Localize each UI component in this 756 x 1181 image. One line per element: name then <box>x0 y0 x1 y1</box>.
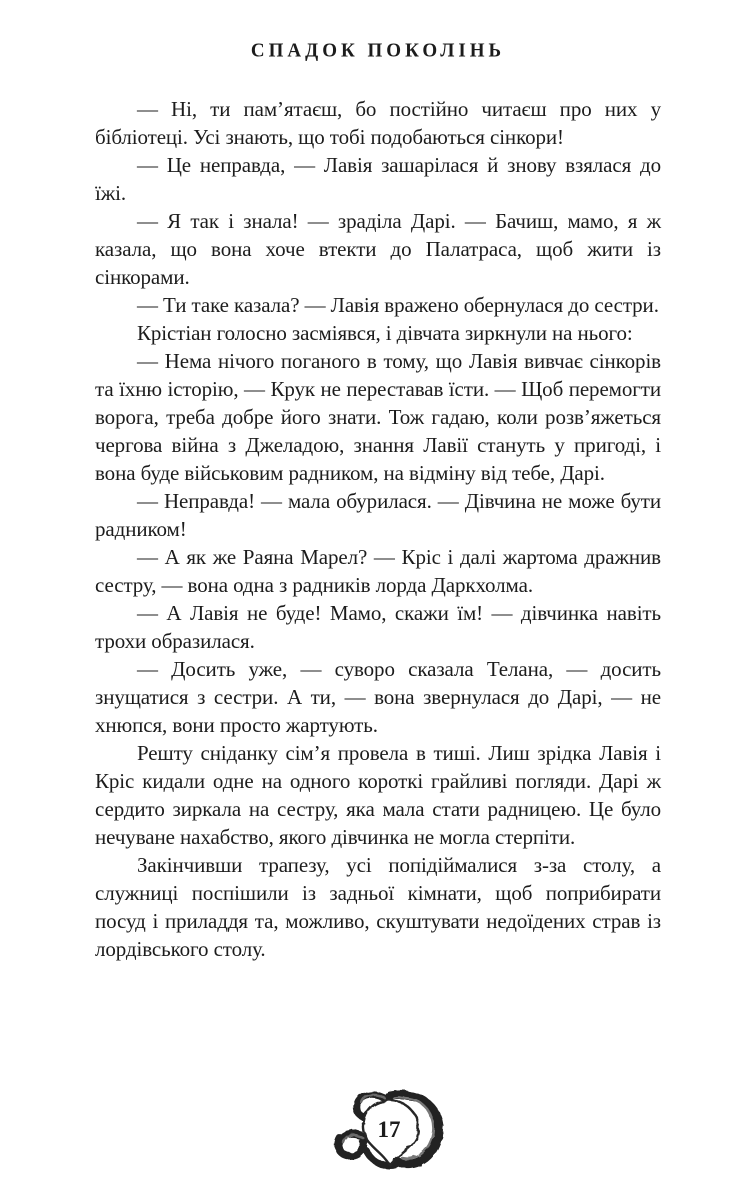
paragraph: — Нема нічого поганого в тому, що Лавія вивчає сінкорів та їхню історію, — Крук не переставав їсти. — Щоб перемогти ворога, треба добре його знати. Тож гадаю, коли розв’яжеться чергова війна з Джеладою, знання Лавії стануть у пригоді, і вона буде військовим радником, на відміну від тебе, Дарі. <box>95 349 661 485</box>
paragraph: — А як же Раяна Марел? — Кріс і далі жартома дражнив сестру, — вона одна з радників лорда Даркхолма. <box>95 545 661 597</box>
ink-swirl-ornament <box>328 1088 450 1176</box>
running-header: СПАДОК ПОКОЛІНЬ <box>250 39 506 62</box>
body-text <box>95 95 661 963</box>
paragraph: — Неправда! — мала обурилася. — Дівчина не може бути радником! <box>95 489 661 541</box>
page-number: 17 <box>377 1117 401 1142</box>
paragraph: — Ти таке казала? — Лавія вражено обернулася до сестри. <box>137 293 659 317</box>
paragraph: — Ні, ти пам’ятаєш, бо постійно читаєш про них у бібліотеці. Усі знають, що тобі подобаються сінкори! <box>95 97 661 149</box>
paragraph: — Це неправда, — Лавія зашарілася й знову взялася до їжі. <box>95 153 661 205</box>
paragraph: — Я так і знала! — зраділа Дарі. — Бачиш, мамо, я ж казала, що вона хоче втекти до Палатраса, щоб жити із сінкорами. <box>95 209 661 289</box>
paragraph: Крістіан голосно засміявся, і дівчата зиркнули на нього: <box>137 321 633 345</box>
paragraph: — Досить уже, — суворо сказала Телана, — досить знущатися з сестри. А ти, — вона звернулася до Дарі, — не хнюпся, вони просто жартують. <box>95 657 661 737</box>
paragraph: Решту сніданку сім’я провела в тиші. Лиш зрідка Лавія і Кріс кидали одне на одного короткі грайливі погляди. Дарі ж сердито зиркала на сестру, яка мала стати радницею. Це було нечуване нахабство, якого дівчинка не могла стерпіти. <box>95 741 661 849</box>
page-footer <box>328 1088 450 1176</box>
paragraph: — А Лавія не буде! Мамо, скажи їм! — дівчинка навіть трохи образилася. <box>95 601 661 653</box>
paragraph: Закінчивши трапезу, усі попідіймалися з-за столу, а служниці поспішили із задньої кімнати, щоб поприбирати посуд і приладдя та, можливо, скуштувати недоїдених страв із лордівського столу. <box>95 853 661 961</box>
